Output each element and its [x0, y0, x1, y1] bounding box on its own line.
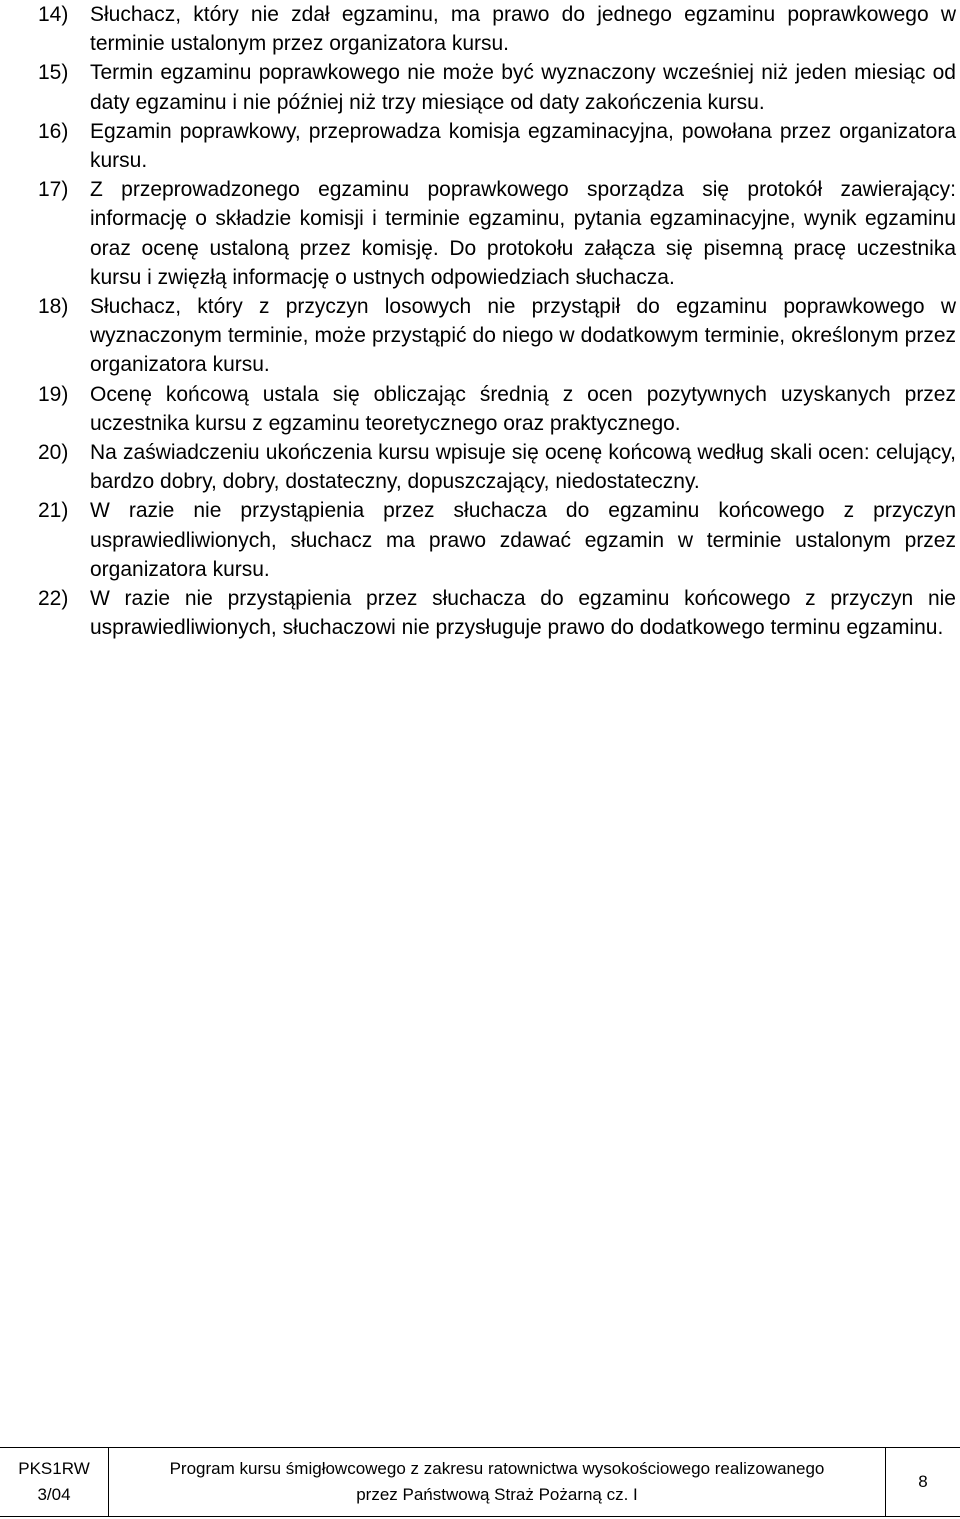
document-code-version: 3/04: [37, 1485, 71, 1504]
item-text: Słuchacz, który z przyczyn losowych nie przystąpił do egzaminu poprawkowego w wyznaczonym terminie, może przystąpić do niego w dodatkowym terminie, określonym przez organizatora kursu.: [90, 295, 956, 377]
list-item: [0, 58, 960, 116]
item-text: Egzamin poprawkowy, przeprowadza komisja egzaminacyjna, powołana przez organizatora kursu.: [90, 119, 956, 173]
document-title-line1: Program kursu śmigłowcowego z zakresu ratownictwa wysokościowego realizowanego: [169, 1459, 825, 1478]
list-item: [0, 175, 960, 292]
page-footer: [0, 1447, 960, 1519]
item-number: 20): [38, 441, 69, 465]
page-number: 8: [918, 1472, 928, 1491]
page-number-cell: [886, 1448, 960, 1517]
document-code: PKS1RW: [18, 1459, 90, 1478]
item-text: Ocenę końcową ustala się obliczając średnią z ocen pozytywnych uzyskanych przez uczestnika kursu z egzaminu teoretycznego oraz praktycznego.: [90, 382, 956, 435]
document-title-cell: [109, 1448, 886, 1517]
list-item: [0, 292, 960, 380]
item-number: 17): [38, 178, 69, 202]
document-code-cell: [0, 1448, 109, 1517]
footer-table: [0, 1447, 960, 1517]
item-text: Z przeprowadzonego egzaminu poprawkowego sporządza się protokół zawierający: informację o składzie komisji i terminie egzaminu, pytania egzaminacyjne, wynik egzaminu oraz ocenę ustaloną przez komisję. Do protokołu załącza się pisemną pracę uczestnika kursu i zwięzłą informację o ustnych odpowiedziach słuchacza.: [90, 178, 956, 289]
item-number: 15): [38, 61, 69, 85]
item-number: 22): [38, 587, 69, 611]
item-number: 18): [38, 295, 69, 319]
item-number: 21): [38, 499, 69, 523]
list-item: [0, 117, 960, 175]
item-text: W razie nie przystąpienia przez słuchacza do egzaminu końcowego z przyczyn usprawiedliwionych, słuchacz ma prawo zdawać egzamin w terminie ustalonym przez organizatora kursu.: [90, 499, 956, 581]
item-number: 14): [38, 3, 69, 26]
item-number: 16): [38, 119, 69, 143]
document-title-line2: przez Państwową Straż Pożarną cz. I: [356, 1485, 638, 1504]
item-text: Na zaświadczeniu ukończenia kursu wpisuje się ocenę końcową według skali ocen: celujący, bardzo dobry, dobry, dostateczny, dopuszczający, niedostateczny.: [90, 441, 956, 494]
item-text: Termin egzaminu poprawkowego nie może być wyznaczony wcześniej niż jeden miesiąc od daty egzaminu i nie później niż trzy miesiące od daty zakończenia kursu.: [90, 61, 956, 114]
list-item: [0, 438, 960, 496]
list-item: [0, 380, 960, 438]
list-item: [0, 584, 960, 642]
list-item: [0, 496, 960, 584]
item-text: W razie nie przystąpienia przez słuchacza do egzaminu końcowego z przyczyn nie usprawiedliwionych, słuchaczowi nie przysługuje prawo do dodatkowego terminu egzaminu.: [90, 587, 956, 640]
list-item: [0, 0, 960, 58]
document-body: [0, 0, 960, 642]
item-number: 19): [38, 382, 69, 406]
item-text: Słuchacz, który nie zdał egzaminu, ma prawo do jednego egzaminu poprawkowego w terminie ustalonym przez organizatora kursu.: [90, 3, 956, 56]
